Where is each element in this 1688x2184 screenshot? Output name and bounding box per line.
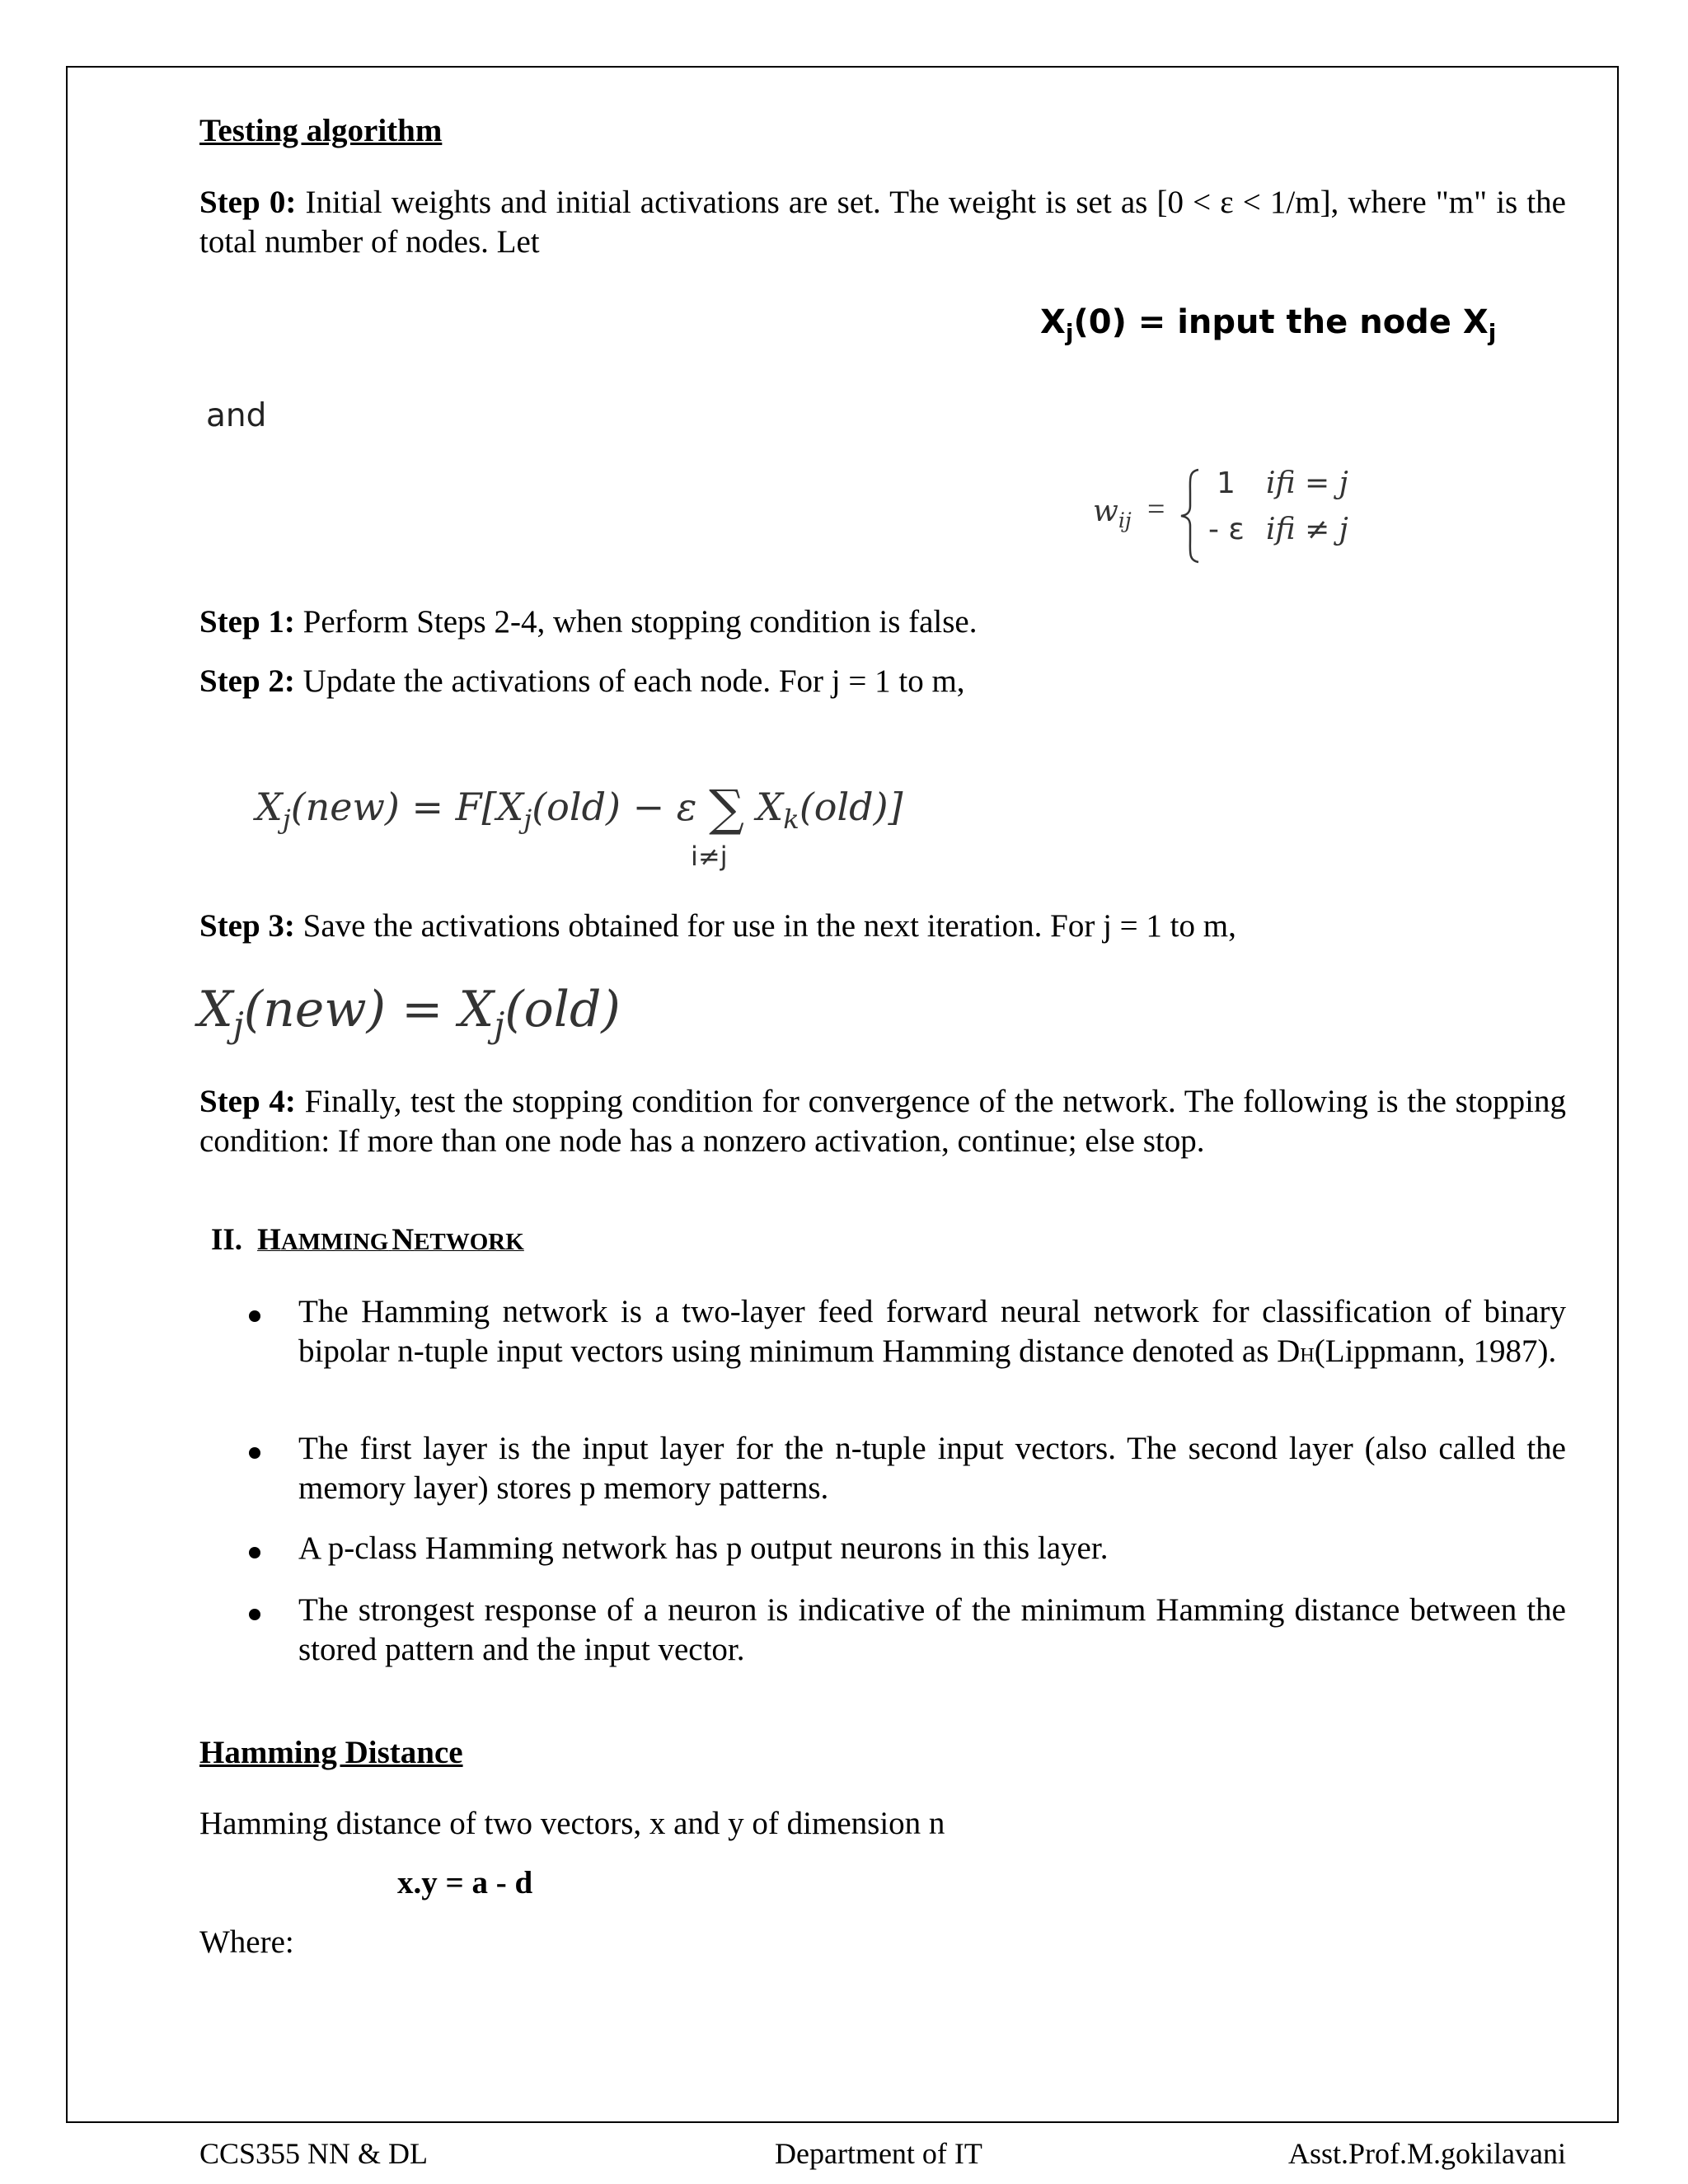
footer-department: Department of IT: [775, 2137, 982, 2170]
equation-initial-activation: $X_j(0)$ = input the node $X_j$: [1040, 303, 1497, 346]
hamming-distance-heading: Hamming Distance: [199, 1735, 463, 1770]
equation-update-activation: $X_j(new) = F[X_j(old) - \varepsilon$ ∑ $X_k(old)$]: [256, 780, 903, 837]
weight-case2-value: - ε: [1208, 513, 1245, 546]
bullet-dot: [249, 1547, 260, 1558]
bullet-item-2: The first layer is the input layer for the n-tuple input vectors. The second layer (also called the memory layer) stores p memory patterns.: [298, 1431, 1566, 1506]
bullet-dot: [249, 1310, 260, 1322]
step-3-label: Step 3:: [199, 908, 295, 944]
step-4-label: Step 4:: [199, 1084, 296, 1119]
bullet-item-3: A p-class Hamming network has p output neurons in this layer.: [298, 1530, 1109, 1566]
section-number: II.: [211, 1223, 243, 1257]
testing-algorithm-heading: Testing algorithm: [199, 113, 443, 148]
weight-equals: =: [1147, 492, 1165, 527]
section-title: HAMMING NETWORK: [257, 1223, 524, 1257]
hamming-network-heading: [211, 1222, 524, 1258]
where-label: Where:: [199, 1924, 294, 1960]
equation-save-activation: $X_j(new) = X_j(old)$: [198, 981, 621, 1045]
and-text: and: [206, 397, 267, 434]
bullet-dot: [249, 1447, 260, 1459]
step-3-paragraph: [199, 907, 1236, 946]
summation-icon: ∑: [709, 780, 744, 837]
weight-case1-value: 1: [1217, 466, 1236, 500]
bullet-item-4: The strongest response of a neuron is indicative of the minimum Hamming distance between the stored pattern and the input vector.: [298, 1592, 1566, 1667]
footer-author: Asst.Prof.M.gokilavani: [1288, 2137, 1566, 2170]
bullet-dot: [249, 1609, 260, 1620]
step-3-text: Save the activations obtained for use in the next iteration. For j = 1 to m,: [294, 908, 1236, 944]
step-2-paragraph: [199, 662, 965, 701]
equation-weight-piecewise: [1093, 466, 1390, 565]
bullet-item-1: The Hamming network is a two-layer feed forward neural network for classification of binary bipolar n-tuple input vectors using minimum Hamming distance denoted as DH(Lippmann, 1987).: [298, 1294, 1566, 1369]
step-0-paragraph: [199, 183, 1566, 262]
weight-lhs: $w_{ij}$: [1093, 494, 1132, 533]
weight-case1-condition: ifi = j: [1266, 466, 1348, 500]
step-1-paragraph: [199, 602, 978, 642]
step-4-text: Finally, test the stopping condition for convergence of the network. The following is the stopping condition: If more than one node has a nonzero activation, continue; else stop.: [199, 1084, 1566, 1159]
hamming-distance-intro: Hamming distance of two vectors, x and y of dimension n: [199, 1806, 945, 1841]
summation-index: i≠j: [691, 841, 728, 872]
step-0-text: Initial weights and initial activations are set. The weight is set as [0 < ε < 1/m], where "m" is the total number of nodes. Let: [199, 185, 1566, 260]
step-2-label: Step 2:: [199, 663, 295, 699]
weight-case2-condition: ifi ≠ j: [1266, 513, 1348, 546]
left-brace-icon: [1179, 468, 1203, 564]
step-2-text: Update the activations of each node. For j = 1 to m,: [294, 663, 965, 699]
step-4-paragraph: [199, 1082, 1566, 1161]
hamming-distance-formula: x.y = a - d: [397, 1865, 533, 1900]
step-0-label: Step 0:: [199, 185, 297, 220]
footer-course: CCS355 NN & DL: [199, 2137, 429, 2170]
step-1-label: Step 1:: [199, 604, 295, 640]
step-1-text: Perform Steps 2-4, when stopping condition is false.: [294, 604, 978, 640]
